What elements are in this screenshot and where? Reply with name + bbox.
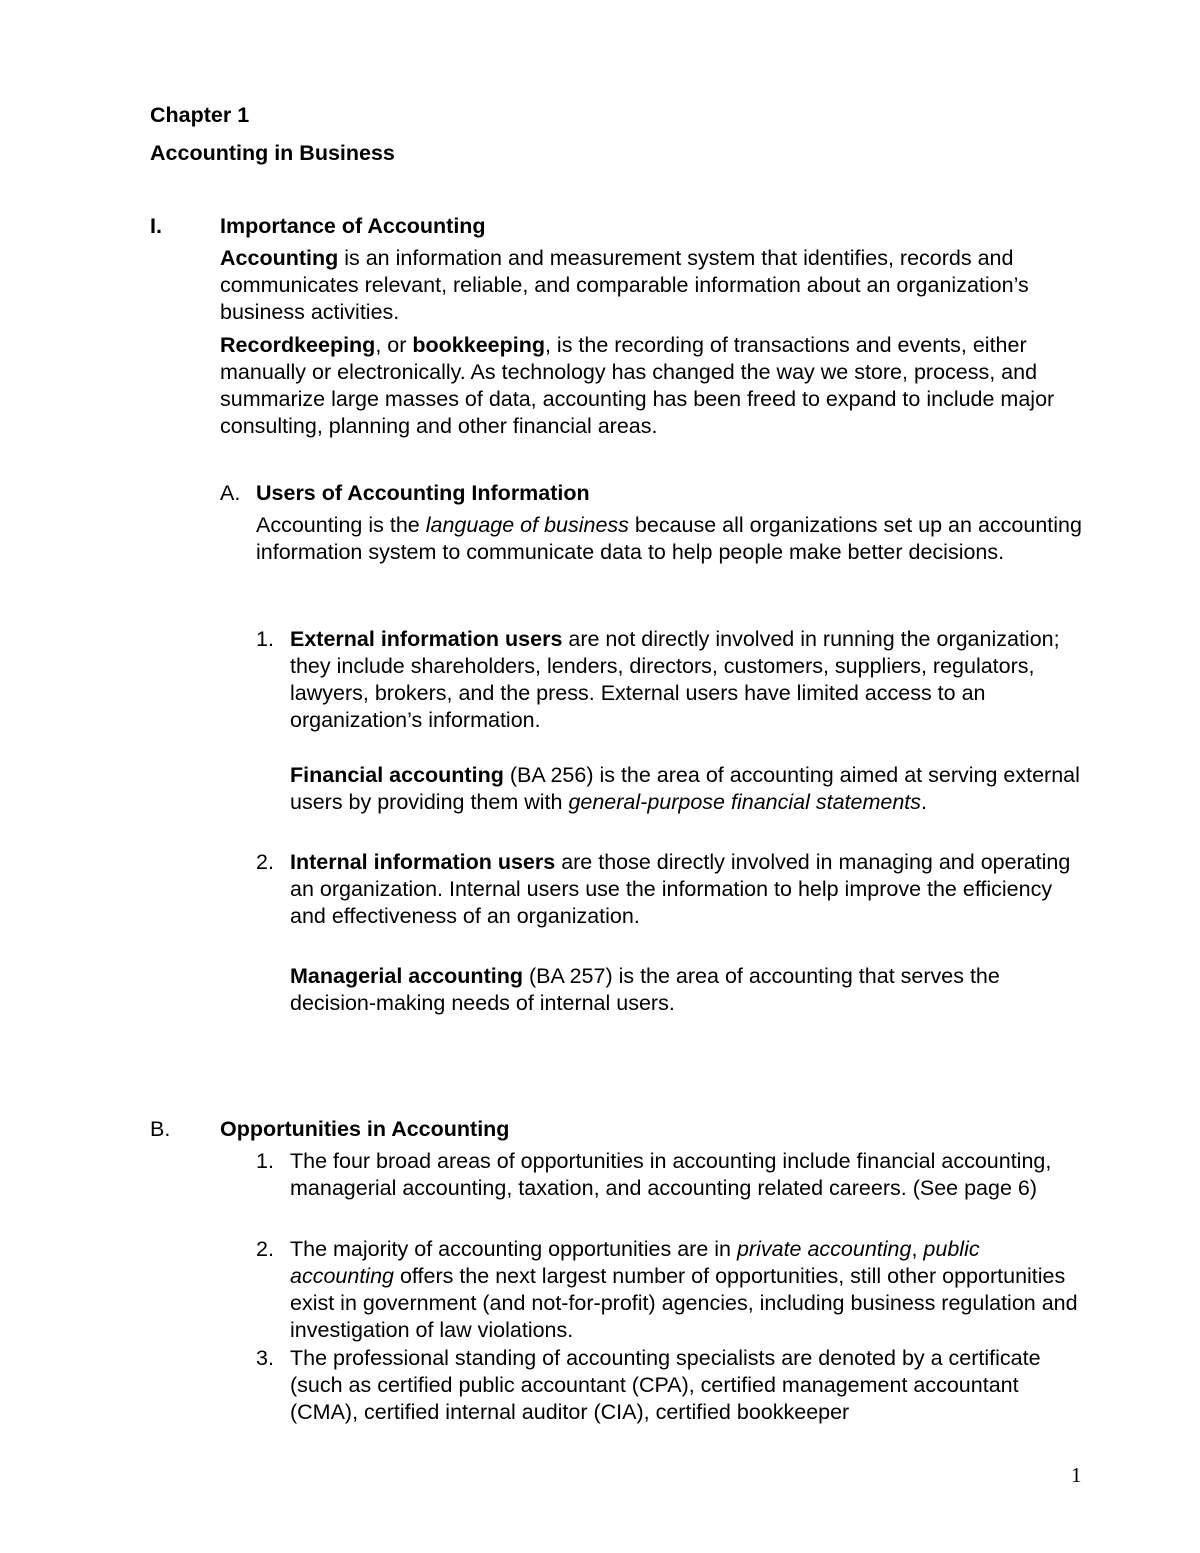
- paragraph-text: because all organizations set up an accounting information system to communicate data to help people make better decisions.: [256, 513, 1082, 564]
- term-managerial-accounting: Managerial accounting: [290, 964, 523, 988]
- paragraph-recordkeeping: [220, 332, 1070, 440]
- emphasis-text: general-purpose financial statements: [568, 790, 922, 814]
- paragraph-text: , or: [375, 333, 413, 357]
- term-internal-users: Internal information users: [290, 850, 556, 874]
- paragraph-managerial-accounting: [290, 963, 1080, 1017]
- paragraph-accounting-definition: [220, 245, 1070, 326]
- paragraph-text: (BA 256) is the area of accounting aimed at serving external users by providing them with: [290, 763, 1080, 814]
- paragraph-text: (BA 257) is the area of accounting that serves the decision-making needs of internal users.: [290, 964, 1000, 1015]
- subsection-heading: Users of Accounting Information: [256, 481, 590, 505]
- list-item-professional-standing: The professional standing of accounting specialists are denoted by a certificate (such as certified public accountant (CPA), certified management accountant (CMA), certified internal auditor (CIA), certified bookkeeper: [290, 1346, 1041, 1424]
- paragraph-text: is an information and measurement system that identifies, records and communicates relevant, reliable, and comparable information about an organization’s business activities.: [220, 246, 1029, 324]
- list-item-internal-users: [290, 849, 1080, 930]
- subsection-marker: B.: [150, 1117, 171, 1141]
- emphasis-text: private accounting: [736, 1237, 912, 1261]
- emphasis-text: public accounting: [290, 1237, 980, 1288]
- term-accounting: Accounting: [220, 246, 339, 270]
- chapter-title: Accounting in Business: [150, 141, 395, 165]
- term-recordkeeping: Recordkeeping: [220, 333, 376, 357]
- emphasis-text: language of business: [425, 513, 629, 537]
- list-item-opportunities-areas: The four broad areas of opportunities in accounting include financial accounting, managerial accounting, taxation, and accounting related careers. (See page 6): [290, 1149, 1052, 1200]
- paragraph-text: , is the recording of transactions and events, either manually or electronically. As technology has changed the way we store, process, and summarize large masses of data, accounting has been freed to expand to include major consulting, planning and other financial areas.: [220, 333, 1055, 438]
- section-heading: Importance of Accounting: [220, 214, 486, 238]
- term-financial-accounting: Financial accounting: [290, 763, 504, 787]
- list-item-opportunities-majority: [290, 1236, 1080, 1344]
- list-marker: 2.: [256, 850, 274, 874]
- list-marker: 3.: [256, 1346, 274, 1370]
- paragraph-text: are those directly involved in managing and operating an organization. Internal users use the information to help improve the efficiency and effectiveness of an organization.: [290, 850, 1071, 928]
- chapter-label: Chapter 1: [150, 103, 250, 127]
- paragraph-text: .: [921, 790, 927, 814]
- subsection-heading: Opportunities in Accounting: [220, 1117, 510, 1141]
- paragraph-users-intro: [256, 512, 1096, 566]
- list-item-external-users: [290, 626, 1080, 734]
- list-marker: 2.: [256, 1237, 274, 1261]
- paragraph-text: are not directly involved in running the organization; they include shareholders, lenders, directors, customers, suppliers, regulators, lawyers, brokers, and the press. External users have limited access to an organization’s information.: [290, 627, 1060, 732]
- subsection-marker: A.: [220, 481, 241, 505]
- list-marker: 1.: [256, 1149, 274, 1173]
- list-marker: 1.: [256, 627, 274, 651]
- term-bookkeeping: bookkeeping: [412, 333, 545, 357]
- page-number: 1: [1071, 1463, 1082, 1487]
- term-external-users: External information users: [290, 627, 563, 651]
- paragraph-text: offers the next largest number of opportunities, still other opportunities exist in government (and not-for-profit) agencies, including business regulation and investigation of law violations.: [290, 1264, 1078, 1342]
- paragraph-text: The majority of accounting opportunities are in: [290, 1237, 737, 1261]
- section-marker: I.: [150, 214, 162, 238]
- paragraph-financial-accounting: [290, 762, 1080, 816]
- paragraph-text: Accounting is the: [256, 513, 426, 537]
- paragraph-text: ,: [911, 1237, 924, 1261]
